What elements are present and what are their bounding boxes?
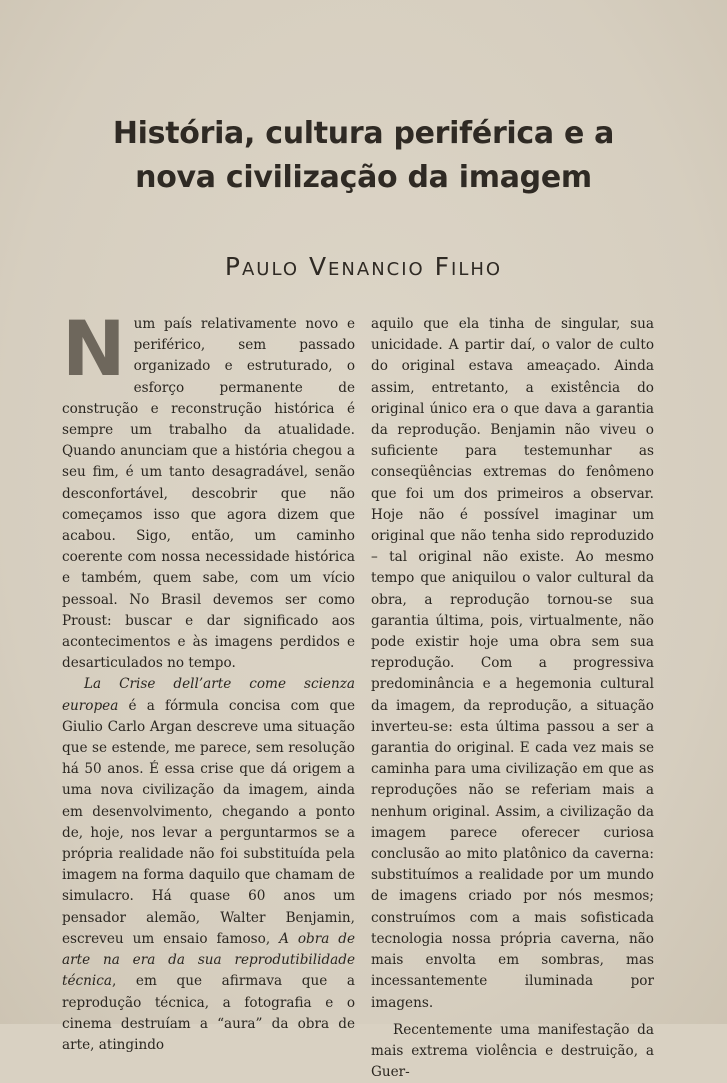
right-column	[371, 314, 654, 1083]
title-line-2: nova civilização da imagem	[135, 160, 592, 195]
title-line-1: História, cultura periférica e a	[112, 116, 615, 151]
italic-title-2: A obra de arte na era da sua reprodutibilidade técnica	[62, 930, 355, 990]
italic-title-1: La Crise dell’arte come scienza europea	[62, 676, 355, 714]
paragraph-1-text: um país relativamente novo e periférico, sem passado organizado e estruturado, o esforço permanente de construção e reconstrução histórica é sempre um trabalho da atualidade. Quando anunciam que a história chegou a seu fim, é um tanto desagradável, senão desconfortável, descobrir que não começamos isso que agora dizem que acabou. Sigo, então, um caminho coerente com nossa necessidade histórica e também, quem sabe, com um vício pessoal. No Brasil devemos ser como Proust: buscar e dar significado aos acontecimentos e às imagens perdidos e desarticulados no tempo.	[62, 316, 355, 672]
paragraph-2	[62, 674, 355, 1056]
paragraph-2-text-b: , em que afirmava que a reprodução técnica, a fotografia e o cinema destruíam a “aura” da obra de arte, atingindo	[62, 973, 355, 1053]
paragraph-2-text-a: é a fórmula concisa com que Giulio Carlo Argan descreve uma situação que se estende, me parece, sem resolução há 50 anos. É essa crise que dá origem a uma nova civilização da imagem, ainda em desenvolvimento, chegando a ponto de, hoje, nos levar a perguntarmos se a própria realidade não foi substituída pela imagem na forma daquilo que chamam de simulacro. Há quase 60 anos um pensador alemão, Walter Benjamin, escreveu um ensaio famoso,	[62, 697, 355, 947]
article-title	[40, 112, 687, 200]
author-name: Paulo Venancio Filho	[224, 252, 503, 281]
paragraph-1	[62, 304, 355, 674]
left-column	[62, 304, 355, 1056]
drop-cap: N	[62, 304, 126, 393]
paragraph-4: Recentemente uma manifestação da mais extrema violência e destruição, a Guer-	[371, 1021, 654, 1081]
paragraph-3: aquilo que ela tinha de singular, sua unicidade. A partir daí, o valor de culto do original estava ameaçado. Ainda assim, entretanto, a existência do original único era o que dava a garantia da reprodução. Benjamin não viveu o suficiente para testemunhar as conseqüências extremas do fenômeno que foi um dos primeiros a observar. Hoje não é possível imaginar um original que não tenha sido reproduzido – tal original não existe. Ao mesmo tempo que aniquilou o valor cultural da obra, a reprodução tornou-se sua garantia última, pois, virtualmente, não pode existir hoje uma obra sem sua reprodução. Com a progressiva predominância e a hegemonia cultural da imagem, da reprodução, a situação inverteu-se: esta última passou a ser a garantia do original. E cada vez mais se caminha para uma civilização em que as reproduções não se referiam mais a nenhum original. Assim, a civilização da imagem parece oferecer curiosa conclusão ao mito platônico da caverna: substituímos a realidade por um mundo de imagens criado por nós mesmos; construímos com a mais sofisticada tecnologia nossa própria caverna, não mais envolta em sombras, mas incessantemente iluminada por imagens.	[371, 316, 654, 1011]
